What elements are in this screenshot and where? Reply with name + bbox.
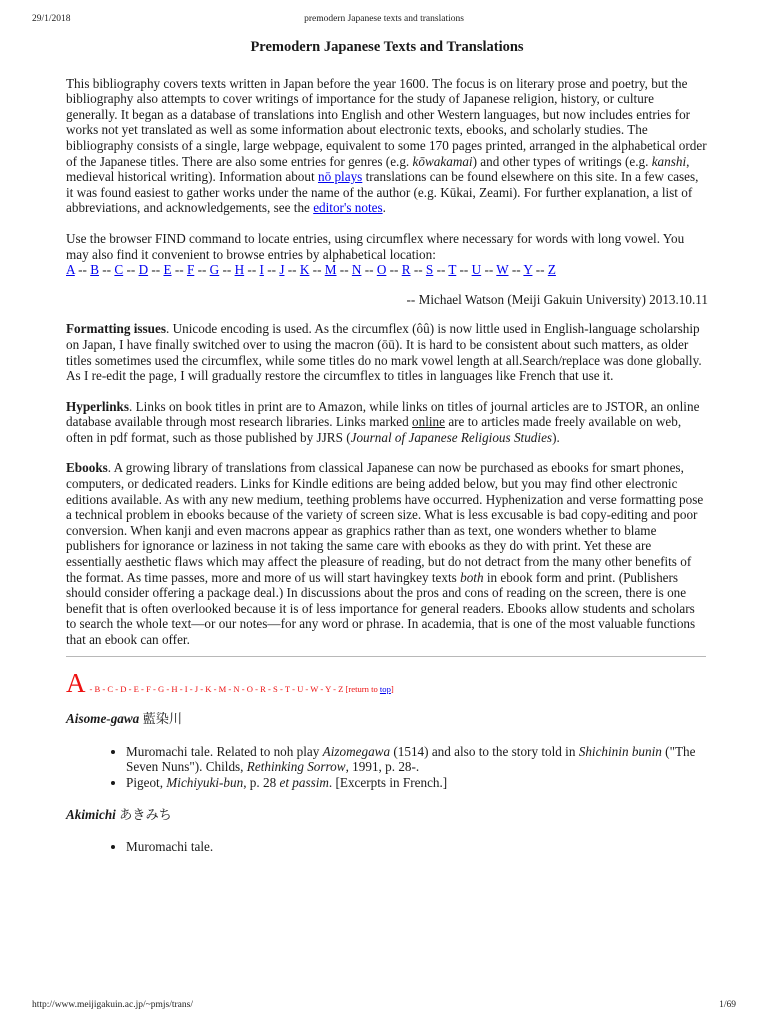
no-plays-link[interactable]: nō plays — [317, 169, 363, 185]
alphabet-nav: A -- B -- C -- D -- E -- F -- G -- H -- I -- J -- K -- M -- N -- O -- R -- S -- T -- U -- W -- Y -- Z — [66, 262, 556, 278]
ebooks-text: in ebook form and print. (Publishers should consider offering a package deal.) In discussions about the pros and cons of reading on the screen, there is one benefit that is often overlooked because it is of less importance for general readers. Ebooks allow students and scholars to search the whole text—or our notes—for any word or phrase. In academia, that is one of the most valuable functions that an ebook can offer. — [66, 569, 696, 647]
hyperlinks-label: Hyperlinks — [66, 398, 130, 414]
intro-text: , medieval historical writing). Information about — [66, 153, 690, 185]
intro-text: ) and other types of writings (e.g. — [472, 153, 652, 169]
hyperlinks-text: are to articles made freely available on web, often in pdf format, such as those published by JJRS ( — [66, 414, 682, 445]
hyperlinks-text: ). — [552, 429, 560, 445]
print-footer — [32, 996, 736, 1010]
alpha-link-i[interactable]: I — [259, 262, 264, 278]
print-doc-title: premodern Japanese texts and translations — [304, 14, 464, 24]
alpha-link-c[interactable]: C — [114, 262, 124, 278]
hyperlinks-paragraph — [66, 399, 708, 446]
item-text: ("The Seven Nuns"). Childs, — [126, 743, 696, 775]
alpha-link-e[interactable]: E — [163, 262, 172, 278]
page-title: Premodern Japanese Texts and Translations — [250, 39, 524, 55]
entry-title — [66, 711, 708, 728]
section-letter: A — [66, 667, 86, 698]
item-italic: Shichinin bunin — [578, 743, 662, 759]
entry-title — [66, 807, 708, 824]
alpha-link-r[interactable]: R — [401, 262, 411, 278]
alpha-link-m[interactable]: M — [324, 262, 337, 278]
alpha-link-t[interactable]: T — [448, 262, 457, 278]
alpha-link-d[interactable]: D — [138, 262, 149, 278]
formatting-paragraph — [66, 321, 708, 383]
item-italic: Aizomegawa — [322, 743, 391, 759]
intro-text: This bibliography covers texts written in Japan before the year 1600. The focus is on literary prose and poetry, but the bibliography also attempts to cover writings of importance for the study of Japanese religion, history, or culture generally. It began as a database of translations into English and other Western languages, but now includes entries for works not yet translated as well as some information about electronic texts, ebooks, and scholarly studies. The bibliography consists of a single, large webpage, equivalent to some 170 pages printed, arranged in the alphabetical order of the Japanese titles. There are also some entries for genres (e.g. — [66, 75, 707, 169]
item-italic: et passim — [279, 774, 329, 790]
alpha-link-k[interactable]: K — [299, 262, 310, 278]
item-italic: Rethinking Sorrow — [246, 759, 346, 775]
alpha-link-o[interactable]: O — [376, 262, 387, 278]
mini-nav-letters[interactable]: - B - C - D - E - F - G - H - I - J - K - M - N - O - R - S - T - U - W - Y - Z — [89, 683, 344, 694]
alpha-link-z[interactable]: Z — [547, 262, 556, 278]
alpha-link-w[interactable]: W — [496, 262, 509, 278]
entries-list — [66, 711, 708, 855]
entry-items — [66, 744, 708, 791]
editors-notes-link[interactable]: editor's notes — [313, 200, 383, 216]
print-date: 29/1/2018 — [32, 14, 71, 24]
item-text: Muromachi tale. Related to noh play — [126, 743, 323, 759]
entry-item — [126, 839, 708, 855]
online-link[interactable]: online — [412, 414, 446, 430]
alpha-link-y[interactable]: Y — [523, 262, 533, 278]
item-text: Muromachi tale. — [126, 839, 214, 855]
browse-text: Use the browser FIND command to locate entries, using circumflex where necessary for words with long vowel. You may also find it convenient to browse entries by alphabetical location: — [66, 230, 685, 262]
ebooks-paragraph — [66, 460, 708, 647]
ebooks-text: . A growing library of translations from classical Japanese can now be purchased as ebooks for smart phones, computers, or dedicated readers. Links for Kindle editions are being added below, but you may find other electronic editions available. As with any new medium, teething problems have occurred. Hyphenization and verse formatting pose a technical problem in ebooks because of the variety of screen size. What is less excusable is bad copy-editing and poor conversion. When kanji and even macrons appear as graphics rather than as text, one wonders whether to blame publishers for ignorance or laziness in not taking the same care with ebooks as they do with print. Yet these are essentially aesthetic flaws which may affect the pleasure of reading, but do not detract from the many other benefits of the format. As time passes, more and more of us will start havingkey texts — [66, 460, 704, 585]
entry-japanese: あきみち — [119, 807, 172, 823]
return-prefix: [return to — [345, 683, 380, 694]
print-url: http://www.meijigakuin.ac.jp/~pmjs/trans/ — [32, 1000, 193, 1010]
item-text: Pigeot, — [126, 774, 167, 790]
formatting-label: Formatting issues — [66, 321, 167, 337]
author-signature: -- Michael Watson (Meiji Gakuin University) 2013.10.11 — [406, 291, 708, 307]
item-text: , 1991, p. 28-. — [345, 759, 420, 775]
entry-item — [126, 744, 708, 775]
print-page-number: 1/69 — [719, 1000, 736, 1010]
intro-paragraph — [66, 76, 708, 216]
alpha-link-f[interactable]: F — [186, 262, 195, 278]
ebooks-label: Ebooks — [66, 460, 108, 476]
item-text: , p. 28 — [243, 774, 280, 790]
alpha-link-j[interactable]: J — [279, 262, 285, 278]
alpha-link-g[interactable]: G — [209, 262, 220, 278]
entry-item — [126, 775, 708, 791]
jjrs-title: Journal of Japanese Religious Studies — [350, 429, 553, 445]
alpha-link-h[interactable]: H — [234, 262, 245, 278]
alpha-link-a[interactable]: A — [66, 262, 75, 278]
both-emphasis: both — [460, 569, 484, 585]
formatting-text: . Unicode encoding is used. As the circumflex (ôû) is now little used in English-language scholarship on Japan, I have finally switched over to using the macron (ōū). It is hard to be consistent about such matters, as older titles sometimes used the circumflex, while some titles do no mark vowel length at all.Search/replace was done globally. As I re-edit the page, I will gradually restore the circumflex to titles in languages like French that use it. — [66, 321, 702, 384]
kanshi-term: kanshi — [651, 153, 687, 169]
letter-mini-nav — [90, 682, 394, 698]
alpha-link-b[interactable]: B — [90, 262, 99, 278]
browse-paragraph — [66, 231, 708, 278]
return-to-top-link[interactable]: top — [379, 683, 391, 694]
intro-text: translations can be found elsewhere on this site. In a few cases, it was found easiest to gather works under the name of the author (e.g. Kūkai, Zeami). For further explanation, a list of abbreviations, and acknowledgements, see the — [66, 169, 699, 216]
entry-romaji: Akimichi — [66, 806, 120, 822]
hyperlinks-text: . Links on book titles in print are to Amazon, while links on titles of journal articles are to JSTOR, an online database available through most research libraries. Links marked — [66, 398, 700, 430]
alpha-link-s[interactable]: S — [425, 262, 434, 278]
entry-romaji: Aisome-gawa — [66, 711, 143, 727]
alpha-link-n[interactable]: N — [351, 262, 362, 278]
section-divider — [66, 656, 706, 657]
return-suffix: ] — [390, 683, 394, 694]
intro-text: . — [382, 200, 386, 216]
alpha-link-u[interactable]: U — [471, 262, 482, 278]
section-a-header — [66, 669, 708, 698]
kowakamai-term: kōwakamai — [412, 153, 473, 169]
item-text: . [Excerpts in French.] — [328, 774, 448, 790]
entry-japanese: 藍染川 — [142, 712, 183, 728]
item-italic: Michiyuki-bun — [166, 774, 244, 790]
entry-items — [66, 839, 708, 855]
document-body — [66, 40, 708, 871]
item-text: (1514) and also to the story told in — [390, 743, 579, 759]
print-header — [32, 14, 736, 28]
